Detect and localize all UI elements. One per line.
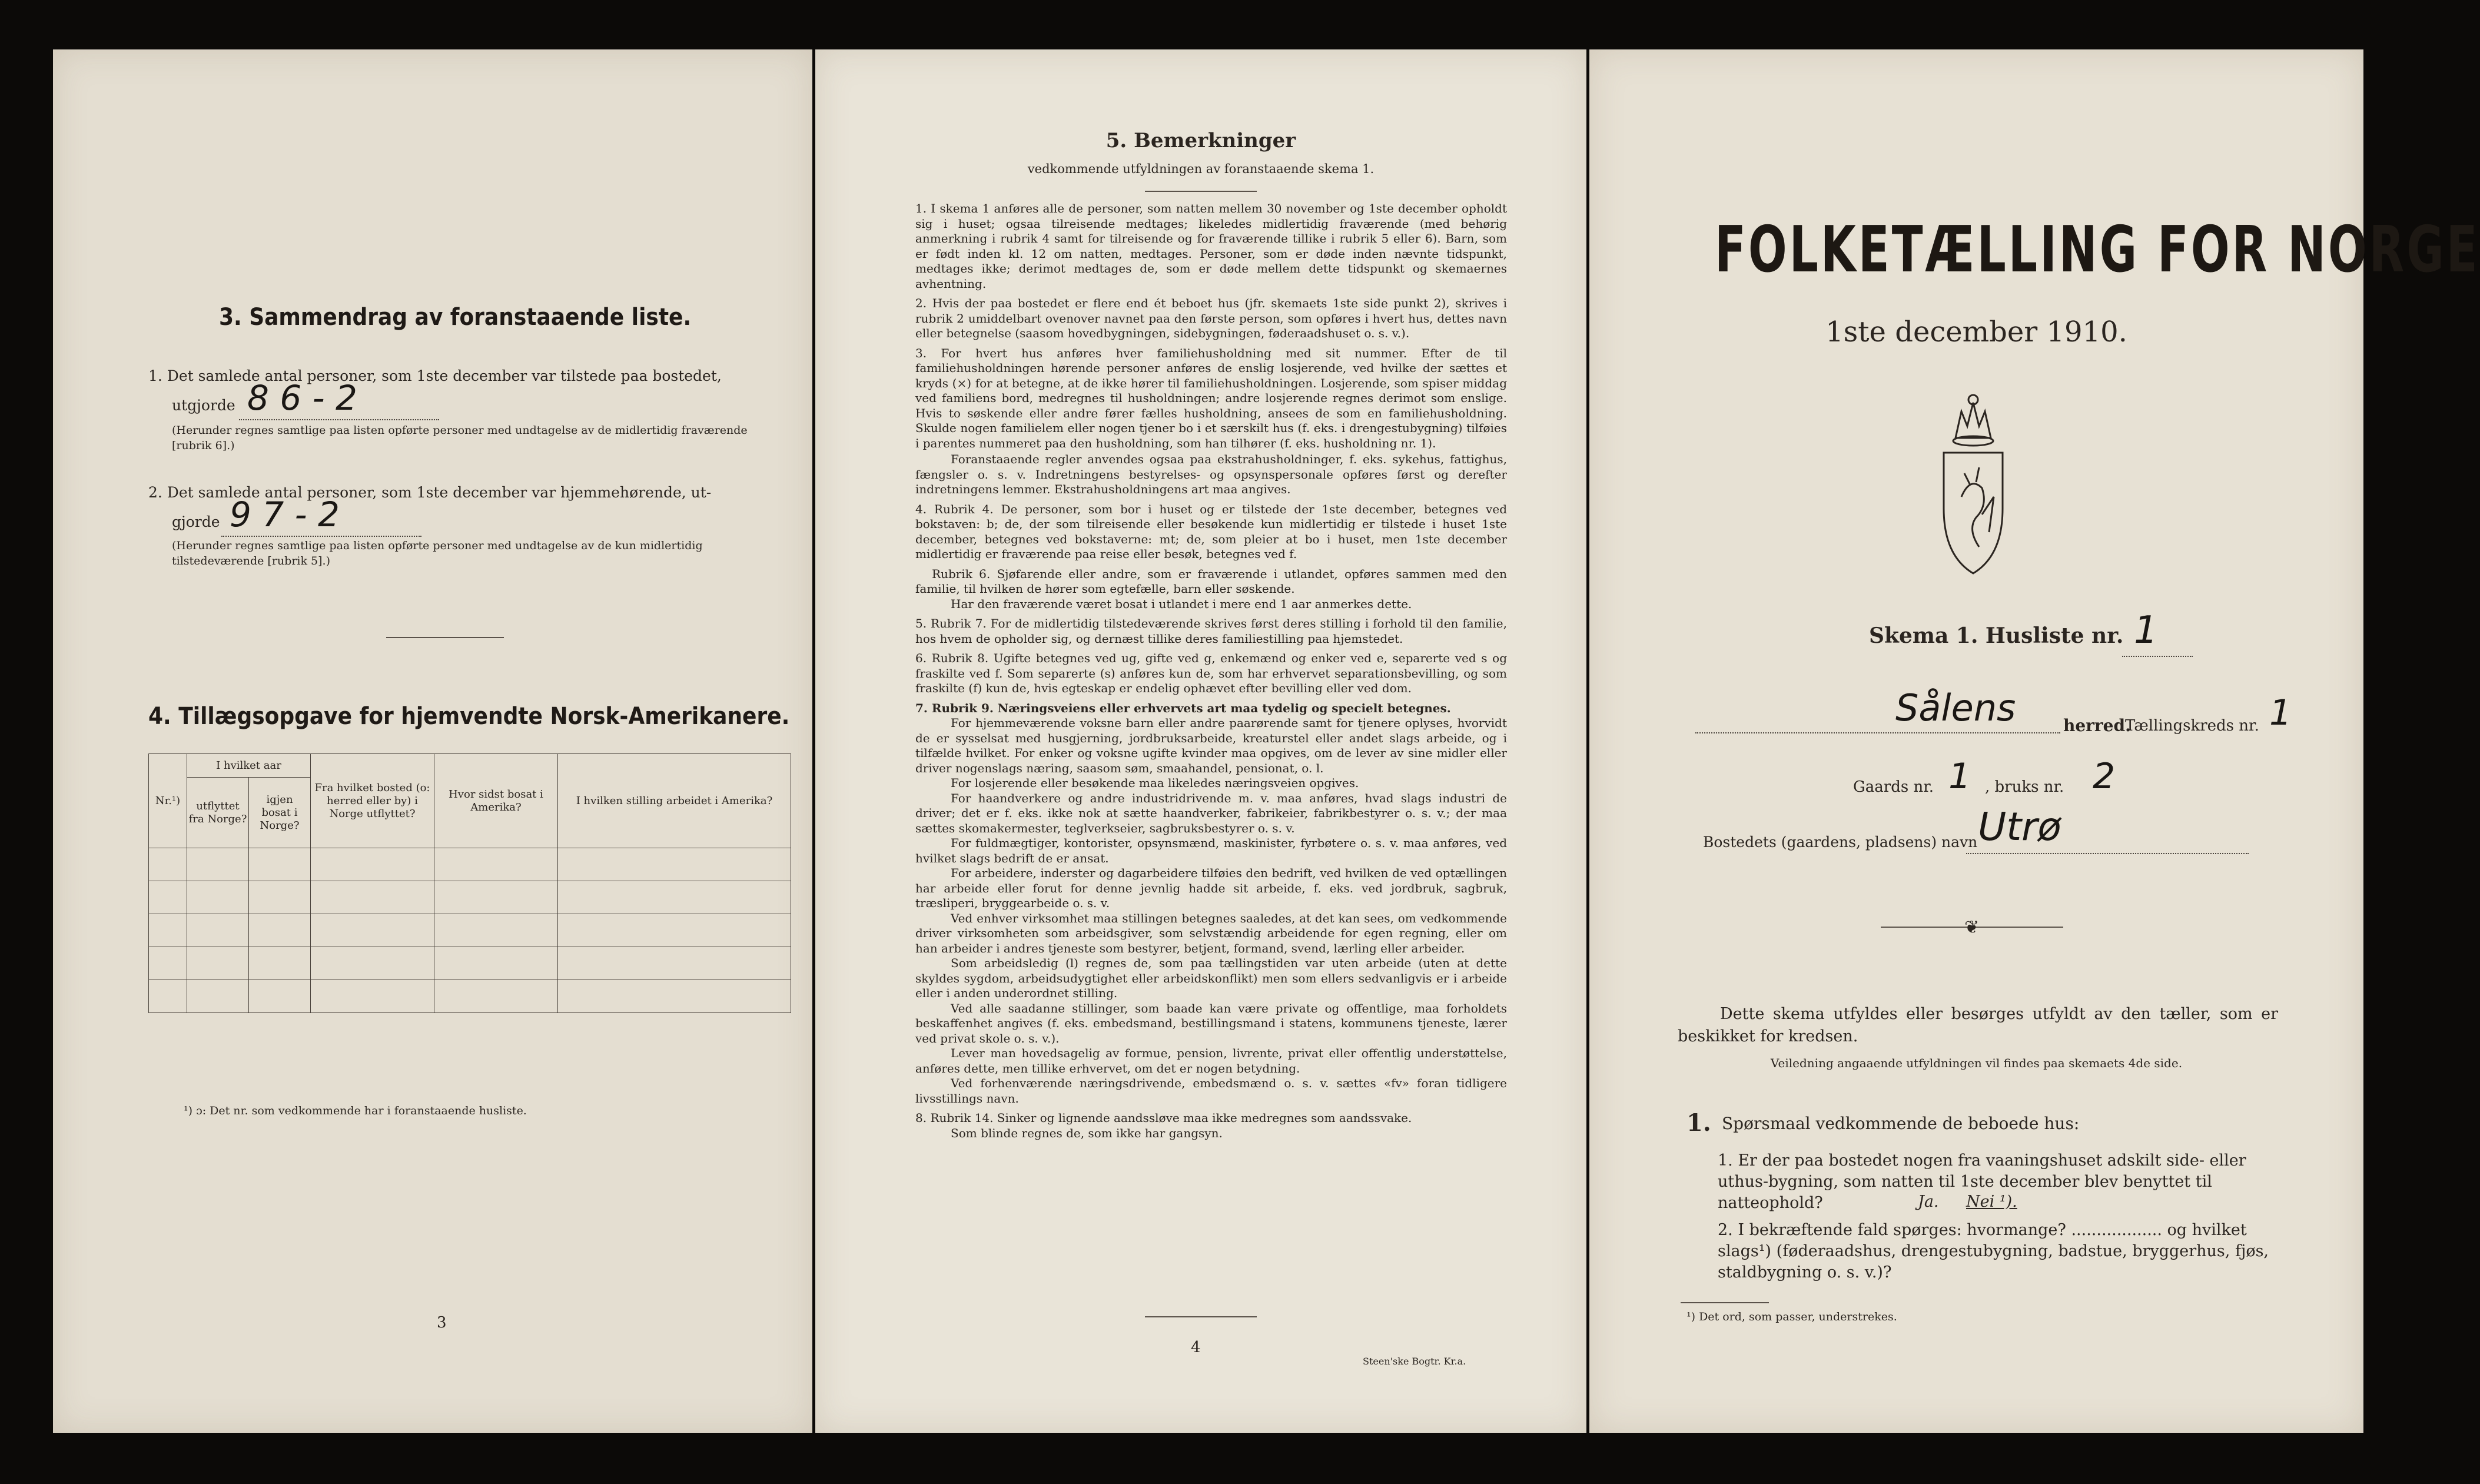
skema-label: Skema 1. Husliste nr. bbox=[1869, 623, 2124, 648]
col-hvilket-aar: I hvilket aar bbox=[187, 754, 311, 778]
remark-6: 6. Rubrik 8. Ugifte betegnes ved ug, gifte ved g, enkemænd og enker ved e, separerte ved s og fraskilte ved f. Som separerte (s) anføres kun de, som har erhvervet separationsbevilling, og som fraskilte (f) kun de, hvis egteskap er endelig ophævet efter bevilling eller ved dom. bbox=[915, 651, 1507, 695]
col-utflyttet: utflyttet fra Norge? bbox=[187, 778, 249, 848]
intro-text: Dette skema utfyldes eller besørges utfyldt av den tæller, som er beskikket for kredsen. bbox=[1678, 1005, 2278, 1045]
remark-3: 3. For hvert hus anføres hver familiehusholdning med sit nummer. Efter de til familiehusholdningen hørende personer anføres de enslig losjerende, ved hvilke der sættes et kryds (×) for at betegne, at de ikke hører til familiehusholdningen. Losjerende, som spiser middag ved familiens bord, medregnes til husholdningen; andre losjerende regnes derimot som enslige. Hvis to søskende eller andre fører fælles husholdning, ansees de som en familiehusholdning. Skulde nogen familielem eller nogen tjener bo i et særskilt hus (f. eks. i drengestubygning) tilføies i parentes nummeret paa den husholdning, som han tilhører (f. eks. husholdning nr. 1). bbox=[915, 346, 1507, 450]
divider bbox=[1145, 1316, 1257, 1317]
table-row bbox=[149, 914, 791, 947]
remark-8: 8. Rubrik 14. Sinker og lignende aandssløve maa ikke medregnes som aandssvake. bbox=[915, 1111, 1412, 1125]
bosted-value: Utrø bbox=[1978, 804, 2061, 849]
footnote-rule bbox=[1681, 1302, 1769, 1303]
answer-nei: Nei ¹). bbox=[1966, 1193, 2017, 1211]
ornament-icon: ❦ bbox=[1964, 917, 1980, 938]
bruks-label: , bruks nr. bbox=[1985, 778, 2064, 796]
col-igjen-bosat: igjen bosat i Norge? bbox=[249, 778, 311, 848]
table-row bbox=[149, 947, 791, 980]
remark-7c: For haandverkere og andre industridrivende m. v. maa anføres, hvad slags industri de driver; det er f. eks. ikke nok at sætte haandverker, fabrikeier, fabrikbestyrer o. s. v.; der maa sættes skomakermester, teglverkseier, sagbruksbestyrer o. s. v. bbox=[915, 791, 1507, 835]
table-footnote: ¹) ɔ: Det nr. som vedkommende har i foranstaaende husliste. bbox=[184, 1104, 527, 1117]
question-1-title: Spørsmaal vedkommende de beboede hus: bbox=[1722, 1114, 2080, 1133]
coat-of-arms-icon bbox=[1935, 379, 2011, 597]
question-1-item-1: 1. Er der paa bostedet nogen fra vaaningshuset adskilt side- eller uthus-bygning, som natten til 1ste december blev benyttet til natteophold? bbox=[1718, 1151, 2246, 1212]
remark-8b: Som blinde regnes de, som ikke har gangsyn. bbox=[951, 1126, 1223, 1140]
page-1-cover bbox=[1589, 49, 2480, 1433]
item1-note: (Herunder regnes samtlige paa listen opførte personer med undtagelse av de midlertidig fraværende [rubrik 6].) bbox=[172, 424, 748, 452]
census-date: 1ste december 1910. bbox=[1825, 316, 2127, 348]
remark-4c: Har den fraværende været bosat i utlandet i mere end 1 aar anmerkes dette. bbox=[951, 596, 1412, 611]
item2-value-line bbox=[221, 536, 421, 537]
printer-imprint: Steen'ske Bogtr. Kr.a. bbox=[1363, 1356, 1466, 1367]
question-1-number: 1. bbox=[1686, 1109, 1711, 1137]
bosted-label: Bostedets (gaardens, pladsens) navn bbox=[1703, 834, 1978, 851]
page-number: 4 bbox=[1191, 1339, 1201, 1356]
husliste-nr-line bbox=[2122, 656, 2193, 657]
remark-7i: Lever man hovedsagelig av formue, pension, livrente, privat eller offentlig understøttelse, anføres dette, men tillike erhvervet, om det er nogen betydning. bbox=[915, 1046, 1507, 1075]
remark-7j: Ved forhenværende næringsdrivende, embedsmænd o. s. v. sættes «fv» foran tidligere livsstillings navn. bbox=[915, 1076, 1507, 1105]
remark-7e: For arbeidere, inderster og dagarbeidere tilføies den bedrift, ved hvilken de ved optællingen har arbeide eller forut for denne jevnlig hadde sit arbeide, f. eks. ved jordbruk, sagbruk, træsliperi, bryggearbeide o. s. v. bbox=[915, 866, 1507, 910]
herred-line bbox=[1695, 732, 2060, 733]
bruks-value: 2 bbox=[2093, 756, 2116, 797]
remarks-subtitle: vedkommende utfyldningen av foranstaaende skema 1. bbox=[1027, 162, 1375, 176]
remark-4b: Rubrik 6. Sjøfarende eller andre, som er fraværende i utlandet, opføres sammen med den familie, til hvilken de hører som egtefælle, barn eller søskende. bbox=[915, 566, 1507, 596]
page-number: 3 bbox=[437, 1314, 447, 1332]
summary-item-1: 1. Det samlede antal personer, som 1ste december var tilstede paa bostedet, bbox=[148, 367, 722, 384]
table-row bbox=[149, 881, 791, 914]
norsk-amerikanere-table bbox=[148, 753, 791, 1013]
divider bbox=[1145, 191, 1257, 192]
remark-7: 7. Rubrik 9. Næringsveiens eller erhvervets art maa tydelig og specielt betegnes. bbox=[915, 700, 1451, 715]
gaards-value: 1 bbox=[1948, 756, 1971, 797]
remark-7a: For hjemmeværende voksne barn eller andre paarørende samt for tjenere oplyses, hvorvidt de er sysselsat med husgjerning, jordbruksarbeide, kreaturstel eller andet slags arbeide, og i tilfælde hvilket. For enker og voksne ugifte kvinder maa opgives, om de lever av sine midler eller driver nogenslags næring, saasom søm, smaahandel, pensionat, o. l. bbox=[915, 716, 1507, 775]
remarks-body bbox=[915, 201, 1507, 1141]
census-title: FOLKETÆLLING FOR NORGE bbox=[1715, 213, 2480, 287]
gaards-label: Gaards nr. bbox=[1853, 778, 1934, 796]
col-sidst-bosat: Hvor sidst bosat i Amerika? bbox=[434, 754, 558, 848]
remark-1: 1. I skema 1 anføres alle de personer, som natten mellem 30 november og 1ste december opholdt sig i huset; ogsaa tilreisende medtages; likeledes midlertidig fraværende (med behørig anmerkning i rubrik 4 samt for tilreisende og for fraværende tillike i rubrik 5 eller 6). Barn, som er født inden kl. 12 om natten, medtages. Personer, som er døde inden nævnte tidspunkt, medtages ikke; derimot medtages de, som er døde mellem dette tidspunkt og skemaernes avhentning. bbox=[915, 201, 1507, 291]
table-row bbox=[149, 848, 791, 881]
remark-3b: Foranstaaende regler anvendes ogsaa paa ekstrahusholdninger, f. eks. sykehus, fattighus, fængsler o. s. v. Indretningens bestyrelses- og opsynspersonale opføres først og derefter indretningens lemmer. Ekstrahusholdningens art maa angives. bbox=[915, 452, 1507, 496]
section-3-title: 3. Sammendrag av foranstaaende liste. bbox=[219, 304, 692, 331]
remark-5: 5. Rubrik 7. For de midlertidig tilstedeværende skrives først deres stilling i forhold til den familie, hos hvem de opholder sig, og dernæst tillike deres familiestilling paa hjemstedet. bbox=[915, 616, 1507, 646]
item2-note: (Herunder regnes samtlige paa listen opførte personer med undtagelse av de kun midlertidig tilstedeværende [rubrik 5].) bbox=[172, 539, 703, 567]
veiledning-text: Veiledning angaaende utfyldningen vil findes paa skemaets 4de side. bbox=[1770, 1056, 2183, 1070]
section-4-title: 4. Tillægsopgave for hjemvendte Norsk-Amerikanere. bbox=[148, 703, 790, 730]
herred-label: herred. bbox=[2063, 716, 2131, 735]
answer-ja: Ja. bbox=[1918, 1193, 1939, 1211]
kreds-value: 1 bbox=[2269, 692, 2292, 733]
item1-handwritten-value: 8 6 - 2 bbox=[247, 378, 357, 418]
col-nr: Nr.¹) bbox=[149, 754, 187, 848]
remark-4: 4. Rubrik 4. De personer, som bor i huset og er tilstede der 1ste december, betegnes ved bokstaven: b; de, der som tilreisende eller besøkende kun midlertidig er tilstede i huset 1ste december, betegnes ved bokstaverne: mt; de, som pleier at bo i huset, men 1ste december midlertidig er fraværende paa reise eller besøk, betegnes ved f. bbox=[915, 502, 1507, 561]
summary-item-2: 2. Det samlede antal personer, som 1ste december var hjemmehørende, ut- bbox=[148, 484, 712, 501]
question-1-item-2: 2. I bekræftende fald spørges: hvormange? .................. og hvilket slags¹) (føderaadshus, drengestubygning, badstue, bryggerhus, fjøs, staldbygning o. s. v.)? bbox=[1718, 1221, 2269, 1282]
kreds-label: Tællingskreds nr. bbox=[2125, 717, 2259, 735]
item1-value-line bbox=[239, 419, 439, 420]
col-fra-bosted: Fra hvilket bosted (o: herred eller by) i Norge utflyttet? bbox=[311, 754, 434, 848]
husliste-nr-value: 1 bbox=[2134, 609, 2158, 652]
bosted-line bbox=[1966, 853, 2249, 854]
remark-7b: For losjerende eller besøkende maa likeledes næringsveien opgives. bbox=[951, 776, 1359, 790]
remark-7g: Som arbeidsledig (l) regnes de, som paa tællingstiden var uten arbeide (uten at dette skyldes sygdom, arbeidsudygtighet eller arbeidskonflikt) men som ellers sedvanligvis er i arbeide eller i anden underordnet stilling. bbox=[915, 956, 1507, 1000]
remark-7h: Ved alle saadanne stillinger, som baade kan være private og offentlige, maa forholdets beskaffenhet angives (f. eks. embedsmand, bestillingsmand i statens, kommunens tjeneste, lærer ved privat skole o. s. v.). bbox=[915, 1001, 1507, 1045]
page-3 bbox=[53, 49, 812, 1433]
footnote: ¹) Det ord, som passer, understrekes. bbox=[1686, 1310, 1897, 1323]
col-stilling: I hvilken stilling arbeidet i Amerika? bbox=[558, 754, 791, 848]
item2-handwritten-value: 9 7 - 2 bbox=[230, 494, 340, 534]
herred-value: Sålens bbox=[1895, 686, 2016, 729]
item1-utgjorde-label: utgjorde bbox=[172, 397, 235, 414]
remark-7f: Ved enhver virksomhet maa stillingen betegnes saaledes, at det kan sees, om vedkommende driver virksomheten som arbeidsgiver, som selvstændig arbeidende for egen regning, eller om han arbeider i andres tjeneste som bestyrer, betjent, formand, svend, lærling eller arbeider. bbox=[915, 911, 1507, 955]
remarks-title: 5. Bemerkninger bbox=[1105, 129, 1296, 152]
table-row bbox=[149, 980, 791, 1013]
remark-7d: For fuldmægtiger, kontorister, opsynsmænd, maskinister, fyrbøtere o. s. v. maa anføres, ved hvilket slags bedrift de er ansat. bbox=[915, 836, 1507, 865]
item2-gjorde-label: gjorde bbox=[172, 513, 220, 530]
remark-2: 2. Hvis der paa bostedet er flere end ét beboet hus (jfr. skemaets 1ste side punkt 2), skrives i rubrik 2 umiddelbart ovenover navnet paa den første person, som opføres i hvert hus, dettes navn eller betegnelse (saasom hovedbygningen, sidebygningen, føderaadshuset o. s. v.). bbox=[915, 296, 1507, 340]
page-4 bbox=[815, 49, 1586, 1433]
divider bbox=[386, 637, 504, 638]
